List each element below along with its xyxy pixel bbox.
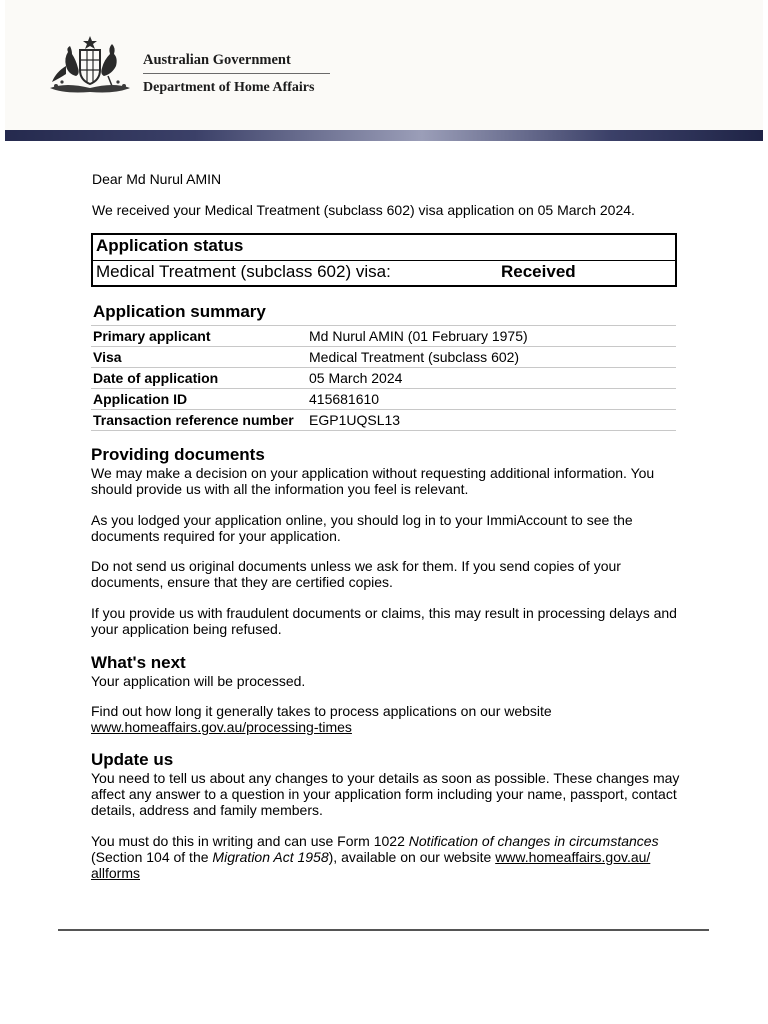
status-visa-label: Medical Treatment (subclass 602) visa: xyxy=(96,262,391,281)
table-row xyxy=(91,409,676,431)
footer-divider xyxy=(58,929,709,931)
table-row xyxy=(91,367,676,388)
row-value: Medical Treatment (subclass 602) xyxy=(309,349,520,365)
form-name: Notification of changes in circumstances xyxy=(408,833,659,849)
providing-paragraph-3: Do not send us original documents unless we ask for them. If you send copies of your documents, ensure that they are certified copies. xyxy=(91,558,621,590)
header-bar xyxy=(5,130,763,141)
update-text-b: (Section 104 of the xyxy=(91,849,213,865)
update-paragraph-1: You need to tell us about any changes to your details as soon as possible. These changes may affect any answer to a question in your application form including your name, passport, contact details, address and family members. xyxy=(91,770,680,818)
row-label: Application ID xyxy=(93,391,188,407)
status-title: Application status xyxy=(96,236,244,255)
table-row xyxy=(91,388,676,409)
row-label: Transaction reference number xyxy=(93,412,294,428)
providing-paragraph-2: As you lodged your application online, you should log in to your ImmiAccount to see the documents required for your application. xyxy=(91,512,633,544)
allforms-link[interactable]: www.homeaffairs.gov.au/ allforms xyxy=(91,849,651,881)
whats-next-paragraph-2 xyxy=(91,703,681,735)
intro-text: We received your Medical Treatment (subclass 602) visa application on 05 March 2024. xyxy=(92,202,635,218)
row-label: Date of application xyxy=(93,370,219,386)
update-text-c: ), available on our website xyxy=(328,849,496,865)
update-text-a: You must do this in writing and can use Form 1022 xyxy=(91,833,409,849)
table-row xyxy=(91,346,676,367)
providing-paragraph-1: We may make a decision on your application without requesting additional information. You should provide us with all the information you feel is relevant. xyxy=(91,465,655,497)
status-divider xyxy=(93,260,675,261)
status-value: Received xyxy=(501,262,576,281)
greeting: Dear Md Nurul AMIN xyxy=(92,171,222,187)
summary-table xyxy=(91,325,676,431)
processing-text: Find out how long it generally takes to process applications on our website xyxy=(91,703,552,719)
row-value: Md Nurul AMIN (01 February 1975) xyxy=(309,328,528,344)
table-row xyxy=(91,325,676,346)
act-name: Migration Act 1958 xyxy=(212,849,329,865)
row-label: Visa xyxy=(93,349,122,365)
processing-times-link[interactable]: www.homeaffairs.gov.au/processing-times xyxy=(91,719,352,735)
update-paragraph-2 xyxy=(91,833,681,881)
row-label: Primary applicant xyxy=(93,328,211,344)
government-title: Australian Government xyxy=(143,52,291,68)
row-value: 05 March 2024 xyxy=(309,370,403,386)
providing-documents-heading: Providing documents xyxy=(91,445,265,464)
row-value: EGP1UQSL13 xyxy=(309,412,401,428)
providing-paragraph-4: If you provide us with fraudulent documents or claims, this may result in processing delays and your application being refused. xyxy=(91,605,677,637)
whats-next-heading: What's next xyxy=(91,653,186,672)
department-title: Department of Home Affairs xyxy=(143,80,315,95)
whats-next-paragraph-1: Your application will be processed. xyxy=(91,673,306,689)
coat-of-arms-icon xyxy=(46,36,134,101)
summary-title: Application summary xyxy=(93,302,266,321)
update-us-heading: Update us xyxy=(91,750,174,769)
application-status-box xyxy=(91,233,677,287)
header-divider xyxy=(143,73,330,74)
row-value: 415681610 xyxy=(309,391,380,407)
